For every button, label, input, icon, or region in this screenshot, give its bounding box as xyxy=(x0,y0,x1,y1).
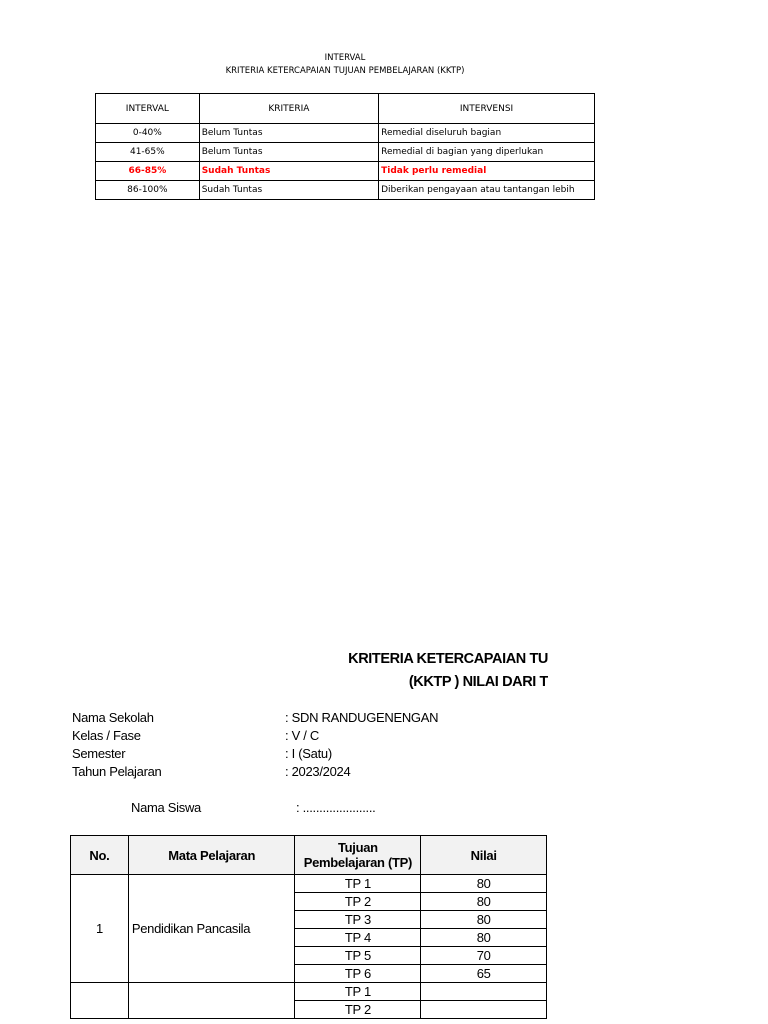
subject-name: Pendidikan Pancasila xyxy=(128,875,295,983)
cell-kriteria: Sudah Tuntas xyxy=(199,181,378,200)
header-intervensi: INTERVENSI xyxy=(379,94,595,124)
info-value-semester: : I (Satu) xyxy=(285,746,332,761)
interval-table xyxy=(95,93,595,200)
tp-cell: TP 4 xyxy=(295,929,421,947)
table-row xyxy=(71,875,547,893)
info-label-class: Kelas / Fase xyxy=(72,728,141,743)
cell-kriteria: Sudah Tuntas xyxy=(199,162,378,181)
cell-intervensi: Diberikan pengayaan atau tantangan lebih xyxy=(379,181,595,200)
sheet-heading-1: KRITERIA KETERCAPAIAN TU xyxy=(348,651,548,667)
table-row-highlighted xyxy=(96,162,595,181)
nilai-cell: 80 xyxy=(421,875,547,893)
cell-intervensi: Tidak perlu remedial xyxy=(379,162,595,181)
tp-cell: TP 2 xyxy=(295,1001,421,1019)
cell-intervensi: Remedial di bagian yang diperlukan xyxy=(379,143,595,162)
interval-title: INTERVAL xyxy=(324,53,366,63)
tp-cell: TP 1 xyxy=(295,983,421,1001)
tp-cell: TP 6 xyxy=(295,965,421,983)
nilai-cell: 70 xyxy=(421,947,547,965)
cell-interval: 86-100% xyxy=(96,181,200,200)
cell-interval: 66-85% xyxy=(96,162,200,181)
nilai-cell: 80 xyxy=(421,911,547,929)
tp-cell: TP 2 xyxy=(295,893,421,911)
subject-name xyxy=(128,983,295,1019)
interval-table-header xyxy=(96,94,595,124)
grade-table xyxy=(70,835,547,1019)
nilai-cell: 65 xyxy=(421,965,547,983)
subject-number xyxy=(71,983,129,1019)
header-nilai: Nilai xyxy=(421,836,547,875)
grade-table-header xyxy=(71,836,547,875)
cell-interval: 41-65% xyxy=(96,143,200,162)
info-label-school: Nama Sekolah xyxy=(72,710,154,725)
info-value-school: : SDN RANDUGENENGAN xyxy=(285,710,439,725)
header-interval: INTERVAL xyxy=(96,94,200,124)
header-no: No. xyxy=(71,836,129,875)
cell-kriteria: Belum Tuntas xyxy=(199,124,378,143)
info-value-year: : 2023/2024 xyxy=(285,764,351,779)
cell-intervensi: Remedial diseluruh bagian xyxy=(379,124,595,143)
info-label-semester: Semester xyxy=(72,746,126,761)
header-kriteria: KRITERIA xyxy=(199,94,378,124)
header-mapel: Mata Pelajaran xyxy=(128,836,295,875)
tp-cell: TP 5 xyxy=(295,947,421,965)
info-label-year: Tahun Pelajaran xyxy=(72,764,162,779)
nilai-cell xyxy=(421,983,547,1001)
tp-cell: TP 1 xyxy=(295,875,421,893)
table-row xyxy=(96,143,595,162)
header-tp: Tujuan Pembelajaran (TP) xyxy=(295,836,421,875)
nilai-cell: 80 xyxy=(421,893,547,911)
info-value-class: : V / C xyxy=(285,728,320,743)
table-row xyxy=(96,181,595,200)
kktp-subtitle: KRITERIA KETERCAPAIAN TUJUAN PEMBELAJARAN (KKTP) xyxy=(225,66,465,76)
table-row xyxy=(71,983,547,1001)
student-name-value: : ...................... xyxy=(296,800,376,815)
table-row xyxy=(96,124,595,143)
tp-cell: TP 3 xyxy=(295,911,421,929)
nilai-cell: 80 xyxy=(421,929,547,947)
student-name-label: Nama Siswa xyxy=(131,800,201,815)
cell-interval: 0-40% xyxy=(96,124,200,143)
subject-number: 1 xyxy=(71,875,129,983)
nilai-cell xyxy=(421,1001,547,1019)
cell-kriteria: Belum Tuntas xyxy=(199,143,378,162)
sheet-heading-2: (KKTP ) NILAI DARI T xyxy=(408,674,548,690)
